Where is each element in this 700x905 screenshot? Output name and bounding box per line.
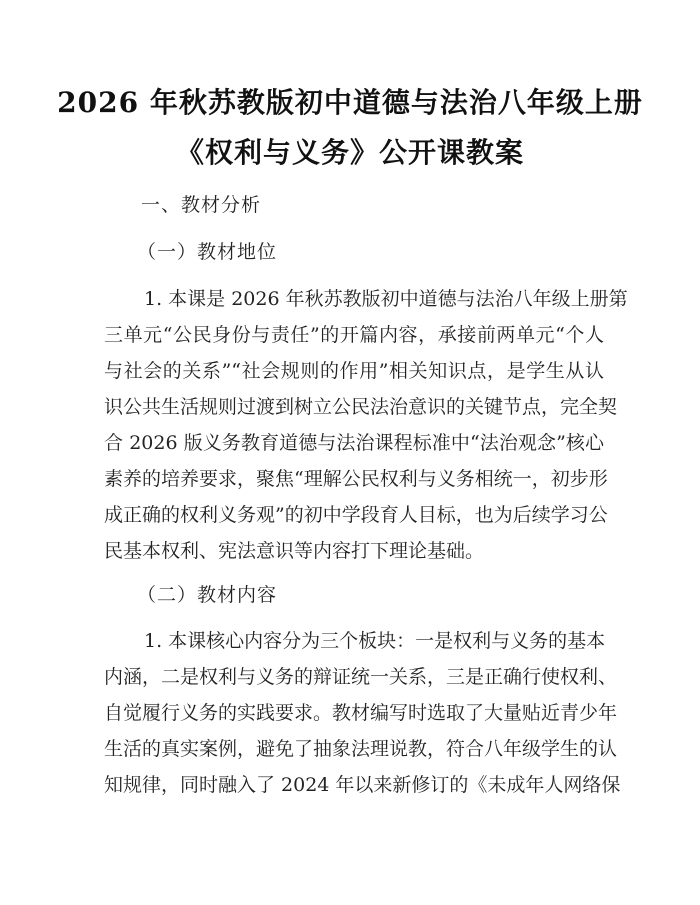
paragraph-line: 合 2026 版义务教育道德与法治课程标准中“法治观念”核心 xyxy=(104,432,604,454)
paragraph-line: 知规律，同时融入了 2024 年以来新修订的《未成年人网络保 xyxy=(104,774,621,796)
paragraph-line: 成正确的权利义务观”的初中学段育人目标，也为后续学习公 xyxy=(104,504,608,526)
paragraph-line: 1. 本课核心内容分为三个板块：一是权利与义务的基本 xyxy=(144,630,606,652)
paragraph-line: 生活的真实案例，避免了抽象法理说教，符合八年级学生的认 xyxy=(104,738,618,760)
paragraph-line: 与社会的关系”“社会规则的作用”相关知识点，是学生从认 xyxy=(104,360,604,382)
paragraph-line: 自觉履行义务的实践要求。教材编写时选取了大量贴近青少年 xyxy=(104,702,618,724)
paragraph-line: 三单元“公民身份与责任”的开篇内容，承接前两单元“个人 xyxy=(104,324,604,346)
paragraph-line: 内涵，二是权利与义务的辩证统一关系，三是正确行使权利、 xyxy=(104,666,618,688)
document-title-line-1: 2026 年秋苏教版初中道德与法治八年级上册 xyxy=(57,86,643,119)
subsection-heading-textbook-content: （二）教材内容 xyxy=(137,584,278,606)
subsection-heading-textbook-status: （一）教材地位 xyxy=(137,241,278,263)
paragraph-line: 素养的培养要求，聚焦“理解公民权利与义务相统一，初步形 xyxy=(104,468,608,490)
paragraph-line: 1. 本课是 2026 年秋苏教版初中道德与法治八年级上册第 xyxy=(144,288,628,310)
document-title-line-2: 《权利与义务》公开课教案 xyxy=(175,136,524,169)
paragraph-line: 识公共生活规则过渡到树立公民法治意识的关键节点，完全契 xyxy=(104,396,618,418)
section-heading-textbook-analysis: 一、教材分析 xyxy=(141,194,262,216)
paragraph-textbook-status xyxy=(104,281,628,569)
paragraph-line: 民基本权利、宪法意识等内容打下理论基础。 xyxy=(104,540,485,562)
paragraph-textbook-content xyxy=(104,623,621,803)
